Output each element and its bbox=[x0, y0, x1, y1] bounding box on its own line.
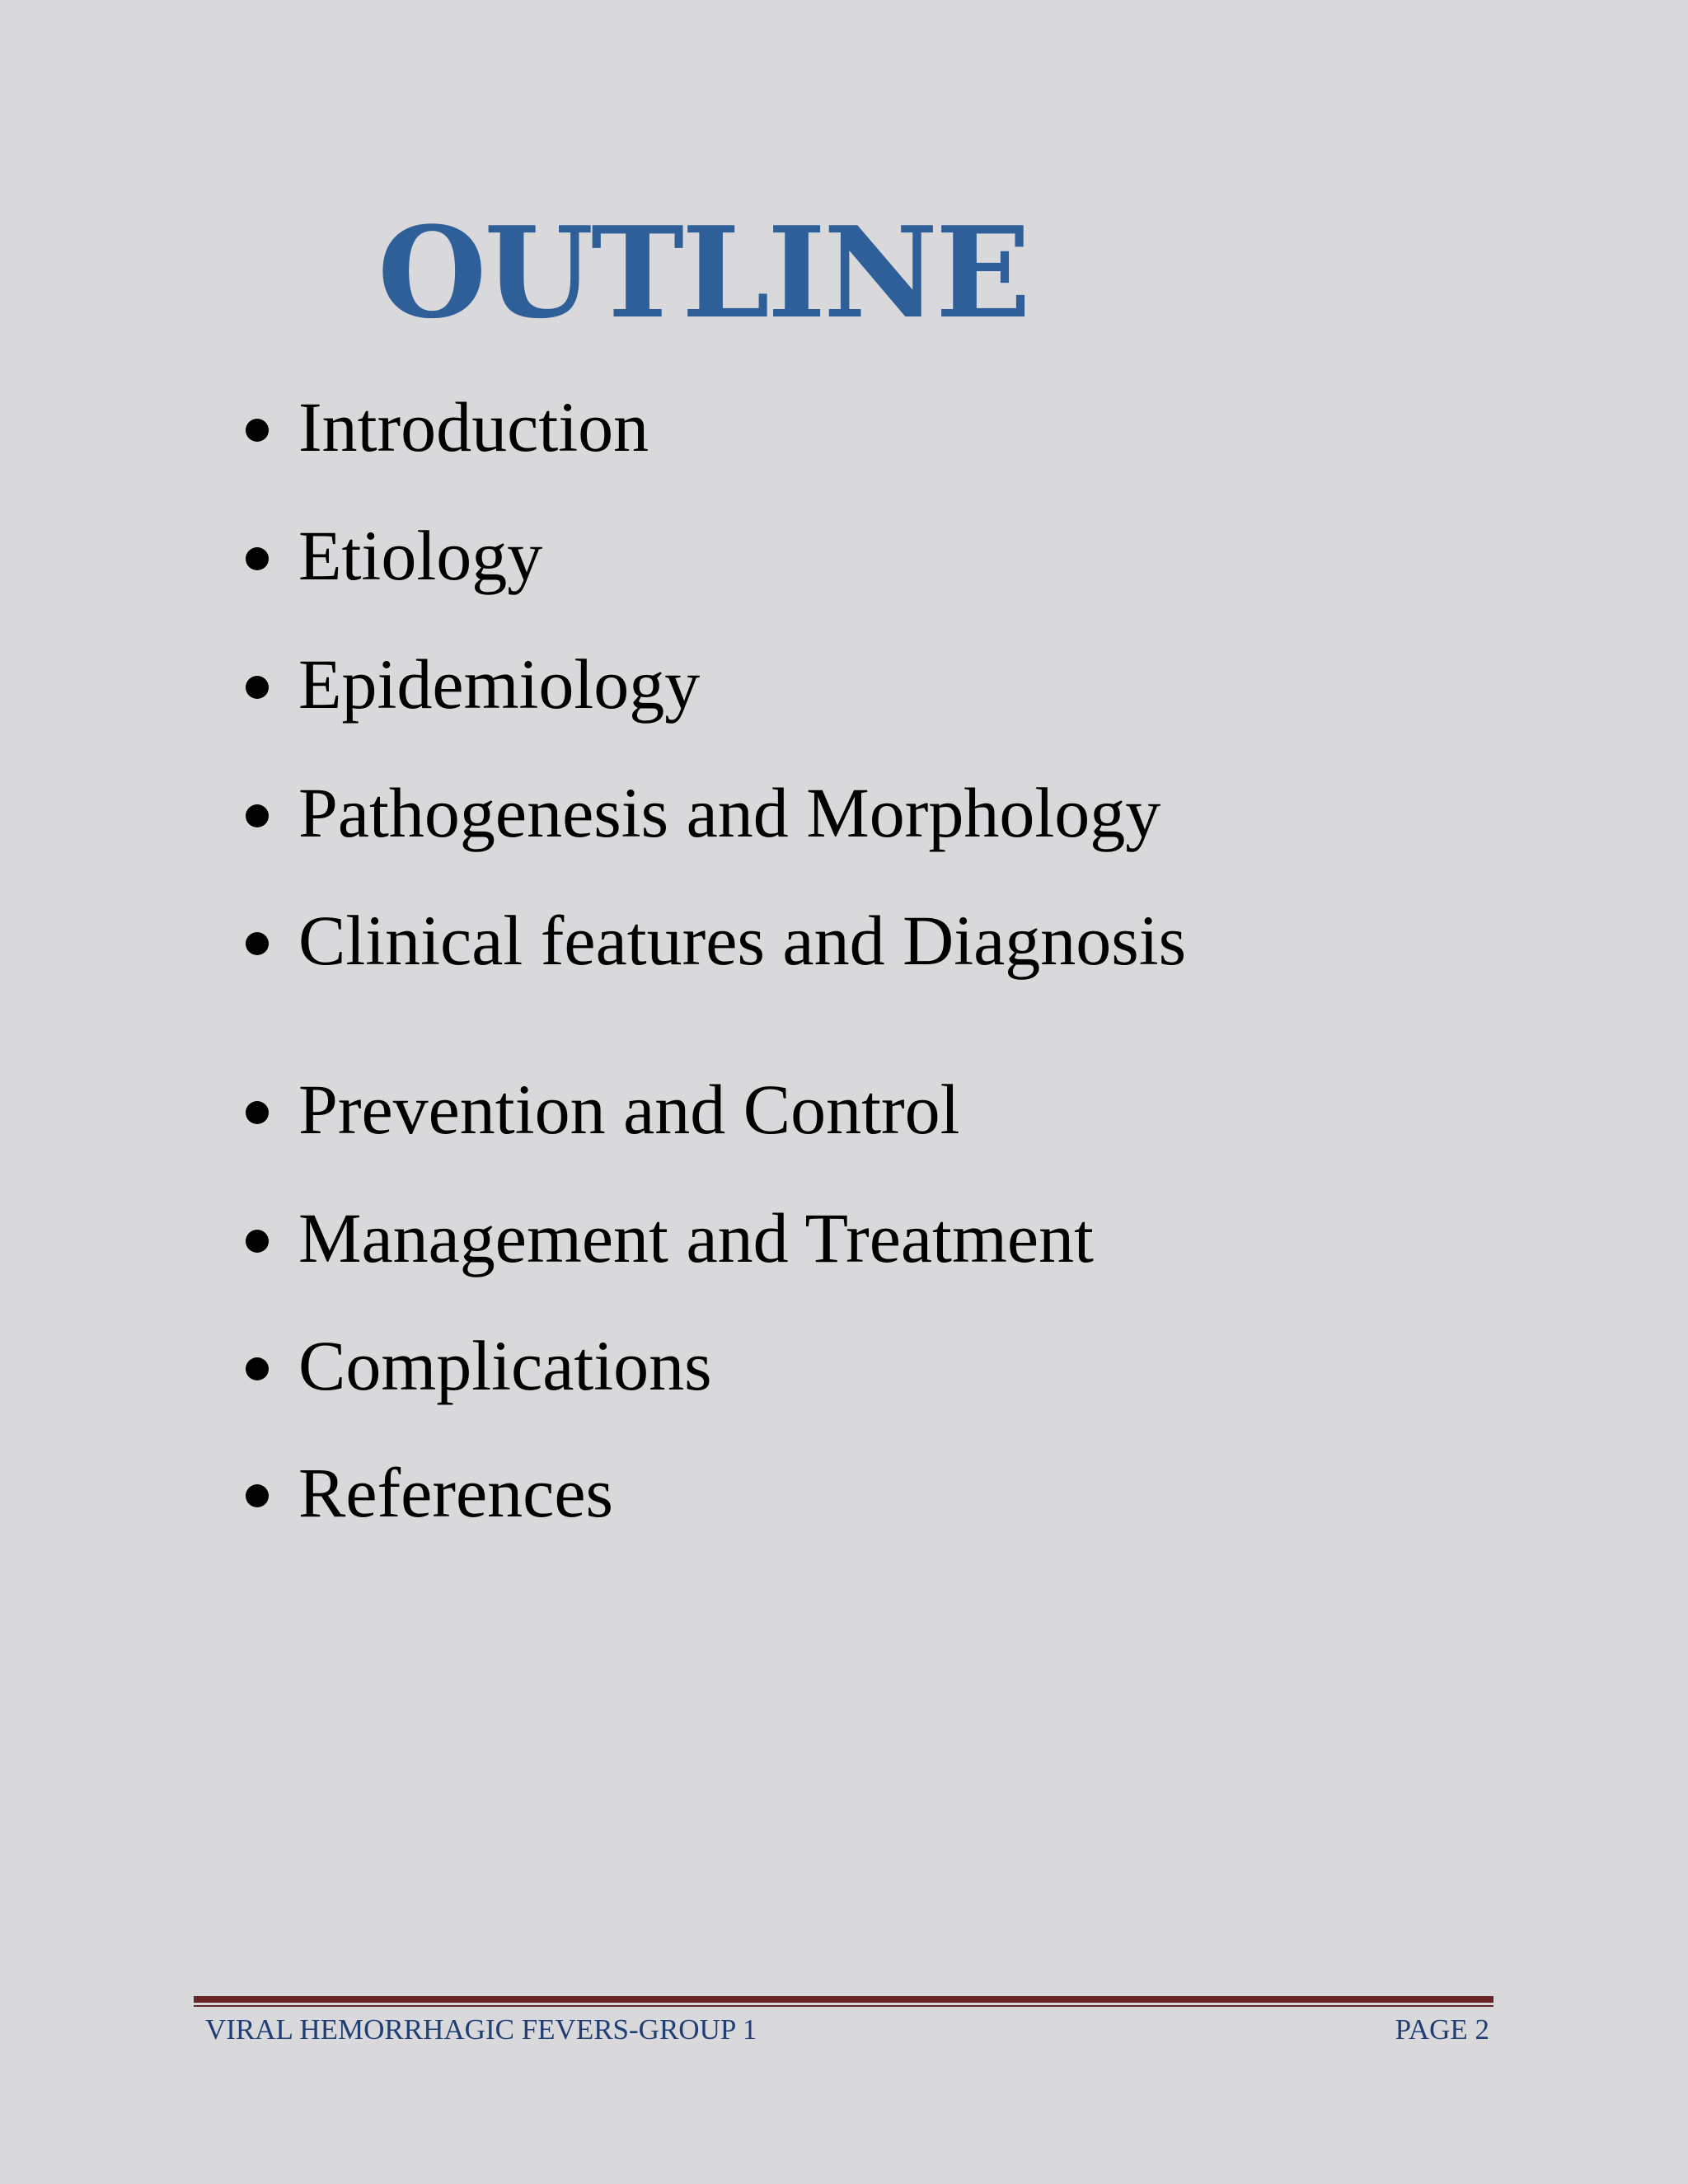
outline-item bbox=[246, 510, 542, 601]
outline-item bbox=[246, 1064, 960, 1155]
outline-item-label: Introduction bbox=[298, 387, 649, 466]
outline-item bbox=[246, 382, 649, 472]
outline-item bbox=[246, 1320, 712, 1411]
outline-item-label: Etiology bbox=[298, 516, 543, 595]
footer-divider bbox=[194, 1996, 1493, 2003]
outline-item bbox=[246, 639, 700, 729]
outline-item bbox=[246, 1193, 1094, 1283]
bullet-icon bbox=[246, 1484, 269, 1507]
outline-item-label: Complications bbox=[298, 1326, 712, 1405]
bullet-icon bbox=[246, 676, 269, 699]
bullet-icon bbox=[246, 804, 269, 827]
bullet-icon bbox=[246, 1230, 269, 1253]
outline-item-label: Clinical features and Diagnosis bbox=[298, 901, 1187, 980]
page-title: OUTLINE bbox=[377, 199, 1029, 346]
outline-item bbox=[246, 767, 1160, 858]
bullet-icon bbox=[246, 932, 269, 955]
outline-item bbox=[246, 895, 1186, 986]
bullet-icon bbox=[246, 1357, 269, 1380]
bullet-icon bbox=[246, 547, 269, 570]
bullet-icon bbox=[246, 1101, 269, 1124]
outline-item-label: References bbox=[298, 1453, 613, 1532]
outline-item-label: Management and Treatment bbox=[298, 1198, 1094, 1277]
bullet-icon bbox=[246, 419, 269, 442]
outline-item-label: Pathogenesis and Morphology bbox=[298, 773, 1161, 852]
outline-item-label: Prevention and Control bbox=[298, 1070, 960, 1149]
footer-document-title: VIRAL HEMORRHAGIC FEVERS-GROUP 1 bbox=[205, 2013, 757, 2046]
footer-page-number: PAGE 2 bbox=[1395, 2013, 1489, 2046]
outline-item-label: Epidemiology bbox=[298, 644, 701, 724]
footer-divider-thin bbox=[194, 2005, 1493, 2007]
outline-item bbox=[246, 1447, 613, 1538]
